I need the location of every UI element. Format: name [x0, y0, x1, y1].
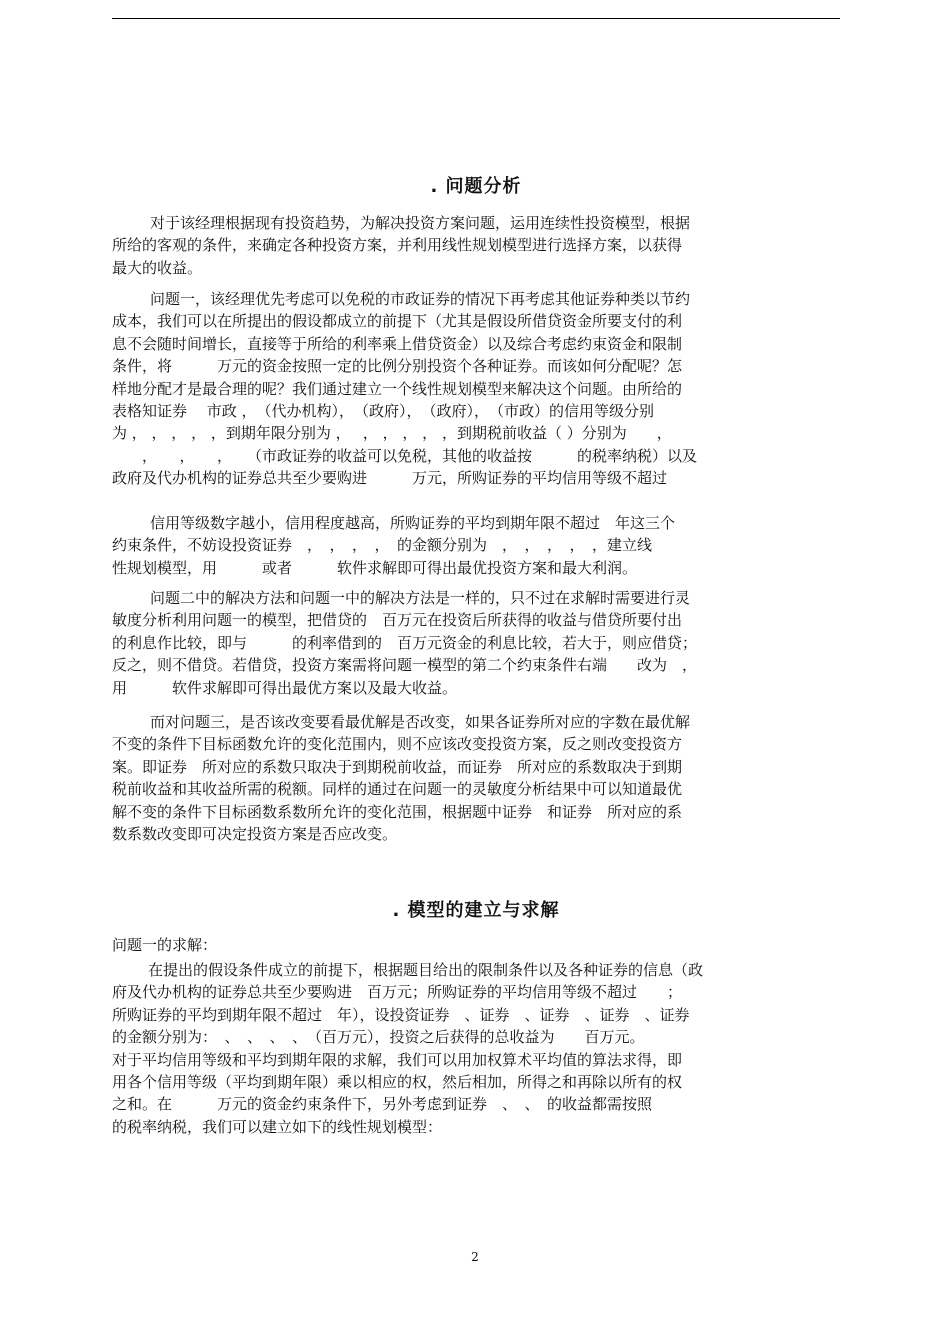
text-line: 敏度分析利用问题一的模型，把借贷的 百万元在投资后所获得的收益与借贷所要付出	[112, 611, 683, 630]
text-line: 而对问题三，是否该改变要看最优解是否改变，如果各证券所对应的字数在最优解	[150, 713, 691, 731]
text-line: 问题一的求解：	[112, 936, 218, 954]
text-line: 成本，我们可以在所提出的假设都成立的前提下（尤其是假设所借贷资金所要支付的利	[112, 312, 683, 331]
header-rule	[112, 18, 840, 19]
text-line: 府及代办机构的证券总共至少要购进 百万元；所购证券的平均信用等级不超过 ；	[112, 983, 683, 1002]
paragraph-problem-three	[112, 711, 840, 845]
text-line: 税前收益和其收益所需的税额。同样的通过在问题一的灵敏度分析结果中可以知道最优	[112, 780, 683, 799]
text-line: 对于平均信用等级和平均到期年限的求解，我们可以用加权算术平均值的算法求得，即	[112, 1050, 683, 1069]
text-line: 政府及代办机构的证券总共至少要购进 万元，所购证券的平均信用等级不超过	[112, 469, 668, 488]
section-heading-problem-analysis: . 问题分析	[430, 176, 522, 197]
paragraph-constraints	[112, 512, 840, 579]
text-line: 案。即证券 所对应的系数只取决于到期税前收益，而证券 所对应的系数取决于到期	[112, 757, 683, 776]
text-line: 解不变的条件下目标函数系数所允许的变化范围，根据题中证券 和证券 所对应的系	[112, 802, 683, 821]
text-line: 之和。在 万元的资金约束条件下，另外考虑到证券 、 、 的收益都需按照	[112, 1095, 653, 1114]
text-line: ， ， ， （市政证券的收益可以免税，其他的收益按 的税率纳税）以及	[112, 446, 698, 465]
text-line: 条件，将 万元的资金按照一定的比例分别投资个各种证券。而该如何分配呢？怎	[112, 357, 683, 376]
text-line: 性规划模型，用 或者 软件求解即可得出最优投资方案和最大利润。	[112, 558, 638, 577]
page-number: 2	[471, 1250, 479, 1264]
text-line: 约束条件，不妨设投资证券 ， ， ， ， 的金额分别为 ， ， ， ， ，建立线	[112, 536, 653, 555]
text-line: 问题二中的解决方法和问题一中的解决方法是一样的，只不过在求解时需要进行灵	[150, 589, 691, 607]
text-line: 为 ， ， ， ， ，到期年限分别为 ， ， ， ， ， ，到期税前收益（ ）分别为 ，	[112, 424, 672, 443]
text-line: 用 软件求解即可得出最优方案以及最大收益。	[112, 678, 458, 697]
text-line: 的税率纳税，我们可以建立如下的线性规划模型：	[112, 1117, 443, 1136]
text-line: 信用等级数字越小，信用程度越高，所购证券的平均到期年限不超过 年这三个	[150, 514, 676, 532]
paragraph-problem-two	[112, 587, 840, 699]
paragraph-model-setup	[112, 959, 840, 1138]
text-line: 反之，则不借贷。若借贷，投资方案需将问题一模型的第二个约束条件右端 改为 ，	[112, 656, 698, 675]
paragraph-problem-one	[112, 288, 840, 490]
text-line: 表格知证券 市政 ， （代办机构）， （政府）， （政府）， （市政）的信用等级分别	[112, 402, 655, 421]
text-line: 息不会随时间增长，直接等于所给的利率乘上借贷资金）以及综合考虑约束资金和限制	[112, 334, 683, 353]
text-line: 最大的收益。	[112, 258, 203, 277]
text-line: 的金额分别为： 、 、 、 、 （百万元），投资之后获得的总收益为 百万元。	[112, 1028, 645, 1047]
text-line: 不变的条件下目标函数允许的变化范围内，则不应该改变投资方案，反之则改变投资方	[112, 735, 683, 754]
text-line: 所购证券的平均到期年限不超过 年），设投资证券 、证券 、证券 、证券 、证券	[112, 1005, 690, 1024]
text-line: 对于该经理根据现有投资趋势，为解决投资方案问题，运用连续性投资模型，根据	[150, 214, 691, 232]
text-line: 用各个信用等级（平均到期年限）乘以相应的权，然后相加，所得之和再除以所有的权	[112, 1073, 683, 1092]
text-line: 样地分配才是最合理的呢？我们通过建立一个线性规划模型来解决这个问题。由所给的	[112, 379, 683, 398]
text-line: 在提出的假设条件成立的前提下，根据题目给出的限制条件以及各种证券的信息（政	[148, 961, 704, 979]
paragraph-intro	[112, 212, 840, 279]
section-heading-model: . 模型的建立与求解	[392, 900, 560, 921]
text-line: 的利息作比较，即与 的利率借到的 百万元资金的利息比较，若大于，则应借贷；	[112, 633, 698, 652]
text-line: 数系数改变即可决定投资方案是否应改变。	[112, 825, 398, 844]
text-line: 问题一，该经理优先考虑可以免税的市政证券的情况下再考虑其他证券种类以节约	[150, 290, 691, 308]
paragraph-solution-label	[112, 934, 840, 956]
text-line: 所给的客观的条件，来确定各种投资方案，并利用线性规划模型进行选择方案，以获得	[112, 236, 683, 255]
